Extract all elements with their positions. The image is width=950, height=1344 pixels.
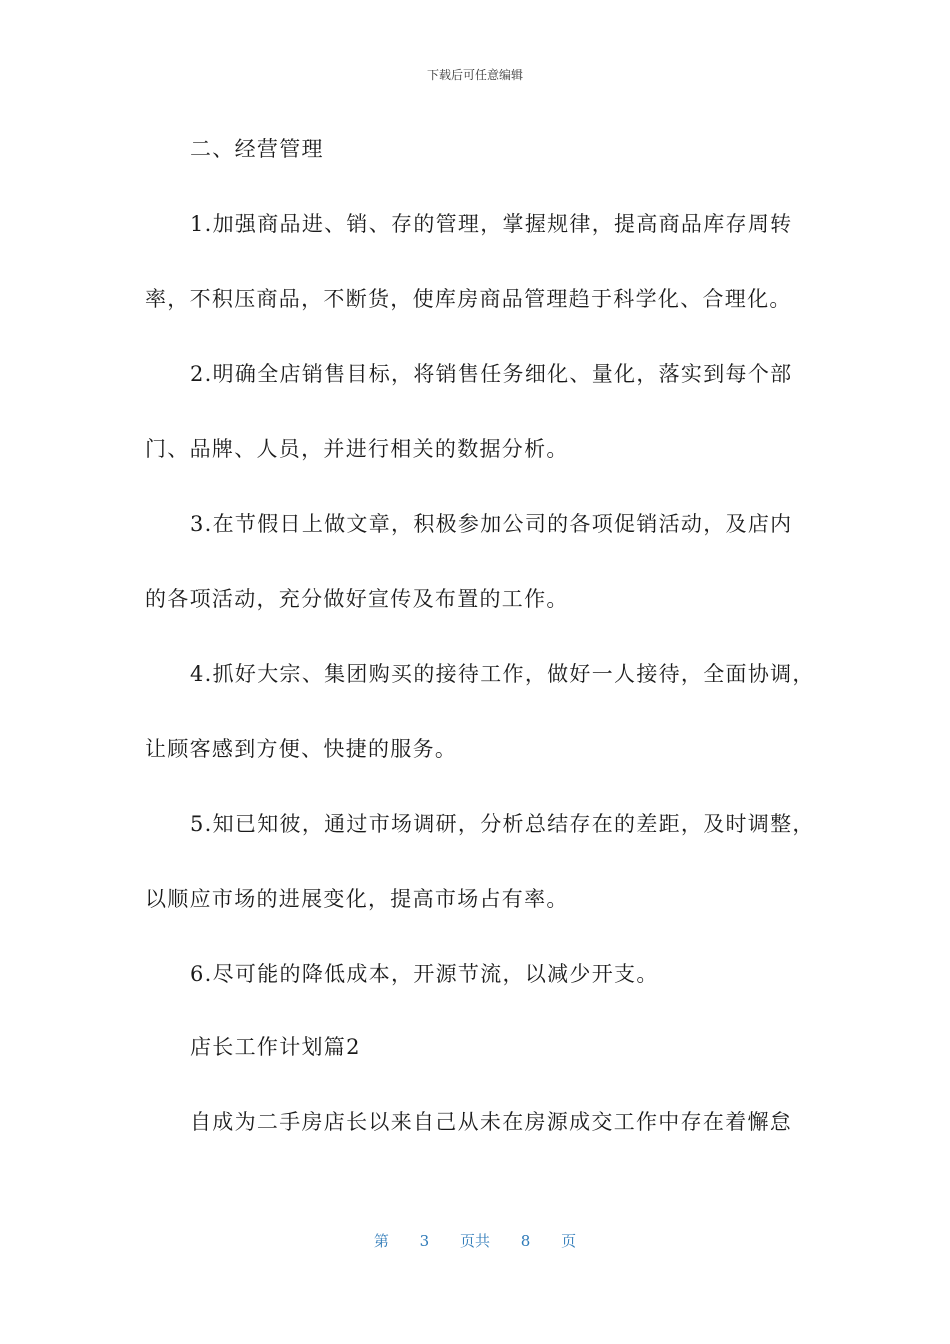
page-footer xyxy=(0,1230,950,1251)
paragraph-line: 自成为二手房店长以来自己从未在房源成交工作中存在着懈怠 xyxy=(190,1110,793,1134)
footer-page-suffix: 页共 xyxy=(459,1232,490,1250)
paragraph-line: 3.在节假日上做文章，积极参加公司的各项促销活动，及店内 xyxy=(190,512,793,536)
paragraph-line: 4.抓好大宗、集团购买的接待工作，做好一人接待，全面协调， xyxy=(190,662,815,686)
paragraph-line: 6.尽可能的降低成本，开源节流，以减少开支。 xyxy=(190,962,659,986)
paragraph-line: 以顺应市场的进展变化，提高市场占有率。 xyxy=(145,887,569,911)
paragraph-line: 5.知已知彼，通过市场调研，分析总结存在的差距，及时调整， xyxy=(190,812,815,836)
footer-current-page: 3 xyxy=(419,1232,430,1250)
section-title: 店长工作计划篇2 xyxy=(190,1035,361,1059)
paragraph-line: 2.明确全店销售目标，将销售任务细化、量化，落实到每个部 xyxy=(190,362,793,386)
section-heading: 二、经营管理 xyxy=(190,137,324,161)
paragraph-line: 门、品牌、人员，并进行相关的数据分析。 xyxy=(145,437,569,461)
paragraph-line: 率，不积压商品，不断货，使库房商品管理趋于科学化、合理化。 xyxy=(145,287,792,311)
paragraph-line: 1.加强商品进、销、存的管理，掌握规律，提高商品库存周转 xyxy=(190,212,793,236)
footer-page-label: 第 xyxy=(373,1232,389,1250)
paragraph-line: 让顾客感到方便、快捷的服务。 xyxy=(145,737,458,761)
page-header: 下载后可任意编辑 xyxy=(426,68,523,82)
paragraph-line: 的各项活动，充分做好宣传及布置的工作。 xyxy=(145,587,569,611)
footer-total-suffix: 页 xyxy=(561,1232,577,1250)
footer-total-pages: 8 xyxy=(520,1232,531,1250)
